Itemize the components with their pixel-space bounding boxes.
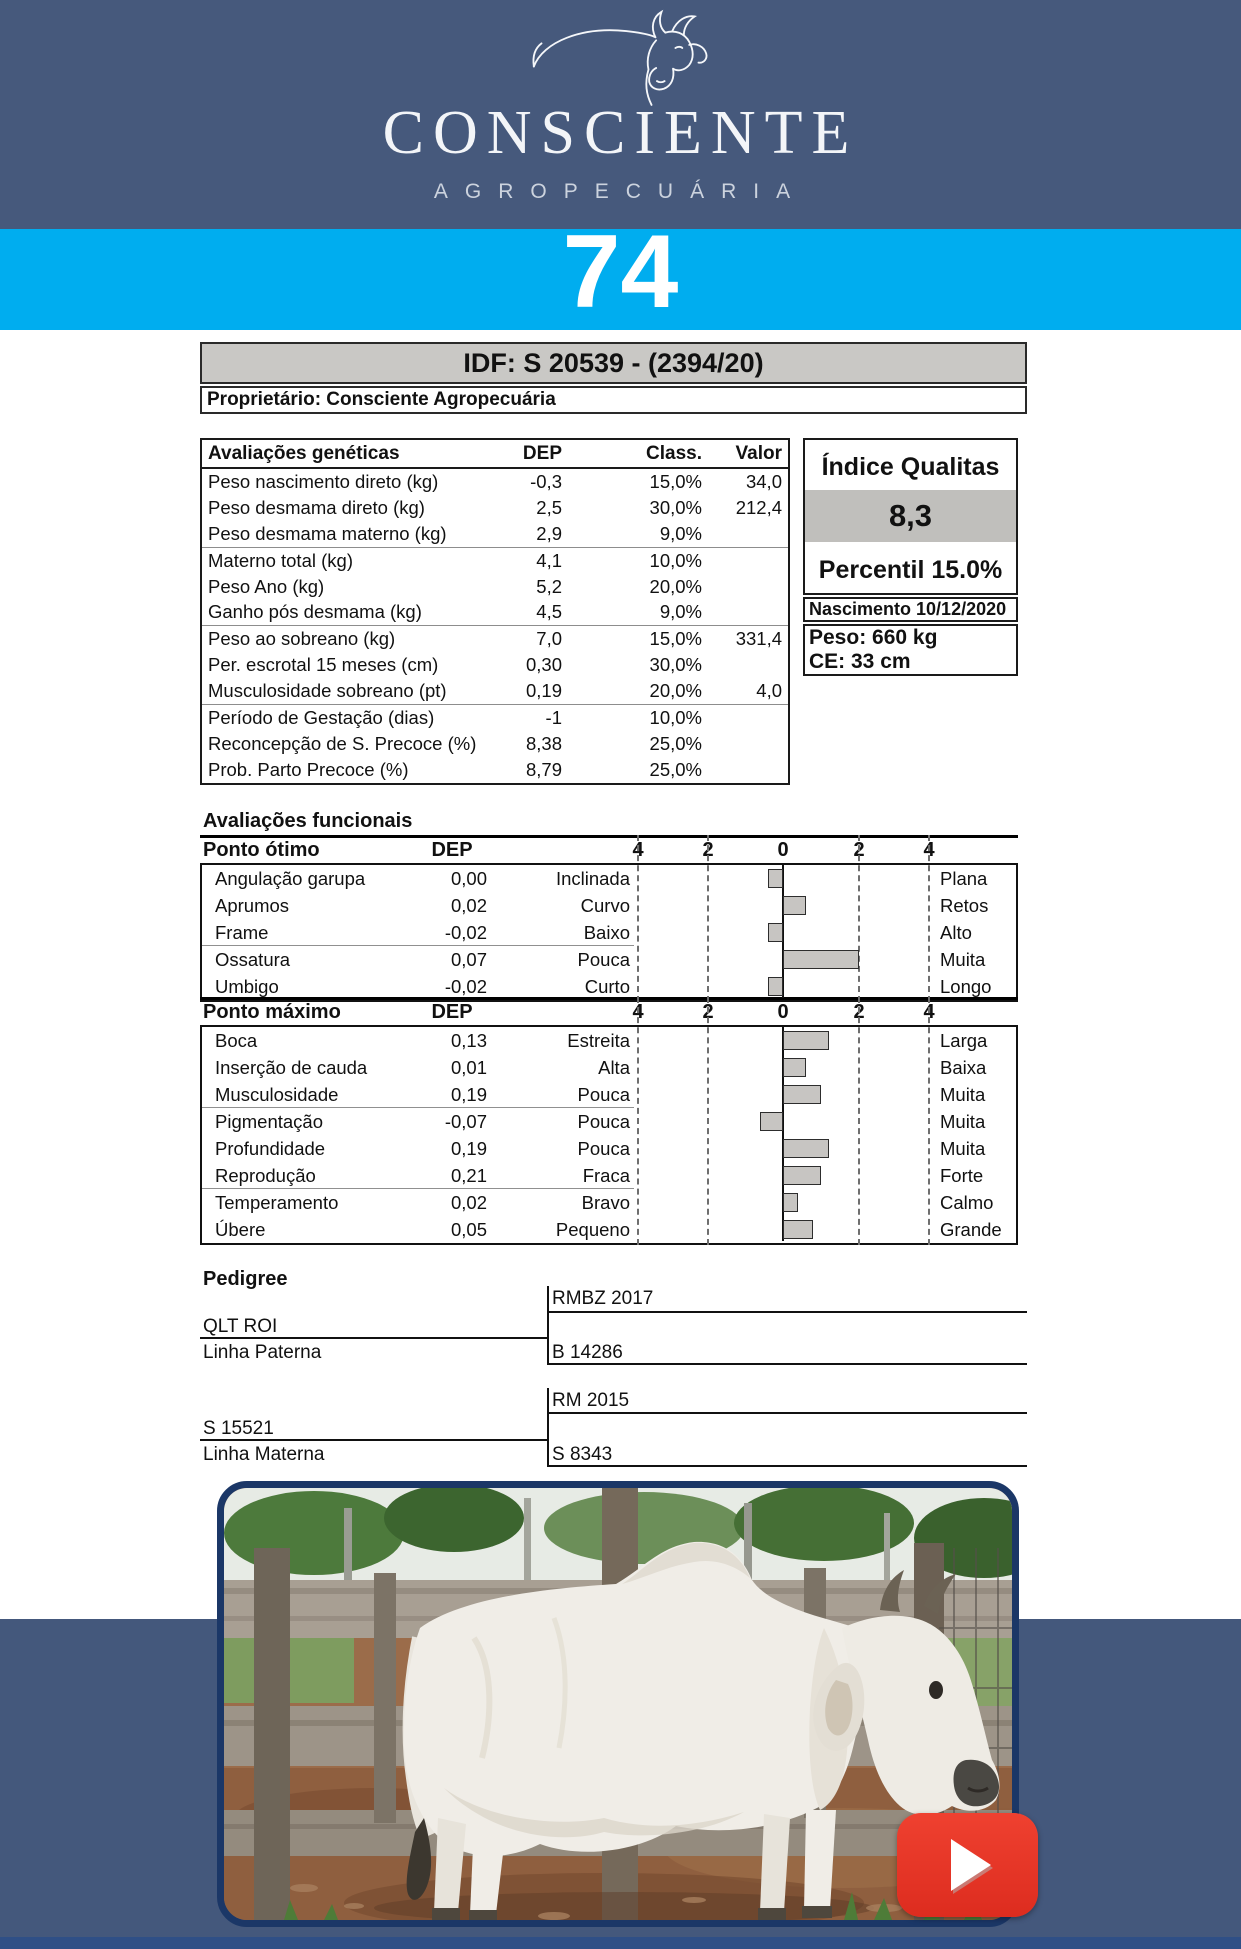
trait-low-label: Baixo: [583, 921, 630, 943]
qualitas-score: 8,3: [805, 490, 1016, 542]
genetic-dep-value: 0,19: [525, 680, 562, 702]
trait-label: Angulação garupa: [215, 867, 366, 889]
trait-low-label: Inclinada: [555, 867, 630, 889]
trait-bar: [783, 1139, 829, 1158]
col-header-valor: Valor: [735, 442, 782, 464]
trait-low-label: Pouca: [577, 1137, 630, 1159]
pedigree-line: [547, 1412, 1027, 1414]
genetic-row: [202, 757, 788, 783]
lot-number: 74: [562, 214, 679, 330]
pedigree-line: [200, 1337, 547, 1339]
trait-label: Musculosidade: [215, 1083, 339, 1105]
trait-dep-value: 0,02: [450, 894, 487, 916]
trait-row: [202, 1189, 632, 1216]
trait-low-label: Pequeno: [555, 1218, 630, 1240]
trait-low-label: Pouca: [577, 1110, 630, 1132]
chart-gridline: [858, 997, 860, 1245]
genetic-dep-value: 2,9: [536, 522, 562, 544]
owner-banner: Proprietário: Consciente Agropecuária: [200, 386, 1027, 414]
genetic-trait-label: Peso Ano (kg): [208, 575, 325, 597]
axis-tick-label: 4: [632, 1001, 644, 1023]
axis-tick-label: 0: [777, 839, 789, 861]
genetic-dep-value: -0,3: [530, 470, 562, 492]
axis-tick-label: 2: [702, 1001, 714, 1023]
trait-label: Pigmentação: [215, 1110, 323, 1132]
genetic-class-value: 25,0%: [649, 732, 702, 754]
trait-low-label: Pouca: [577, 948, 630, 970]
genetic-dep-value: 4,5: [536, 601, 562, 623]
genetic-trait-label: Reconcepção de S. Precoce (%): [208, 732, 477, 754]
genetic-table-header: [202, 440, 788, 469]
trait-dep-value: 0,19: [450, 1083, 487, 1105]
trait-high-label: Longo: [940, 976, 992, 997]
trait-low-label: Bravo: [581, 1191, 630, 1213]
genetic-class-value: 15,0%: [649, 470, 702, 492]
genetic-trait-label: Período de Gestação (dias): [208, 706, 435, 728]
trait-bar: [768, 869, 783, 888]
genetic-trait-label: Peso ao sobreano (kg): [208, 628, 396, 650]
pedigree-line: [547, 1465, 1027, 1467]
trait-bar: [768, 977, 783, 996]
trait-low-label: Curto: [584, 975, 630, 997]
birth-date-box: Nascimento 10/12/2020: [803, 597, 1018, 622]
trait-row: [202, 973, 632, 1000]
pedigree-paternal-name: QLT ROI: [203, 1316, 278, 1337]
trait-dep-value: 0,07: [450, 948, 487, 970]
qualitas-percentile: Percentil 15.0%: [818, 556, 1003, 584]
genetic-trait-label: Peso nascimento direto (kg): [208, 470, 439, 492]
chart-gridline: [707, 997, 709, 1245]
scrotal-value: CE: 33 cm: [809, 650, 911, 673]
functional-section-header: [200, 835, 1018, 863]
bull-photo-illustration: [224, 1488, 1012, 1920]
genetic-valor-value: 4,0: [756, 680, 782, 702]
functional-section: [200, 835, 1018, 999]
pedigree-title: Pedigree: [203, 1268, 288, 1290]
genetic-dep-value: 2,5: [536, 496, 562, 518]
pedigree-paternal-dam: B 14286: [552, 1342, 623, 1363]
trait-row: [202, 946, 632, 973]
trait-dep-value: -0,07: [444, 1110, 487, 1132]
functional-section-title: Ponto máximo: [203, 1001, 341, 1023]
trait-high-label: Muita: [940, 949, 986, 970]
chart-gridline: [858, 835, 860, 1002]
genetic-trait-label: Per. escrotal 15 meses (cm): [208, 654, 439, 676]
trait-label: Profundidade: [215, 1137, 326, 1159]
trait-label: Ossatura: [215, 948, 291, 970]
trait-low-label: Curvo: [580, 894, 630, 916]
functional-evaluations-title: Avaliações funcionais: [203, 810, 413, 832]
genetic-row: [202, 469, 788, 495]
brand-name: CONSCIENTE: [382, 99, 859, 167]
trait-high-label: Grande: [940, 1219, 1002, 1240]
trait-row: [202, 1135, 632, 1162]
trait-low-label: Alta: [598, 1056, 630, 1078]
genetic-trait-label: Materno total (kg): [208, 549, 353, 571]
functional-section-header: [200, 997, 1018, 1025]
trait-row: [202, 1162, 632, 1189]
qualitas-title: Índice Qualitas: [821, 453, 1000, 481]
functional-section: [200, 997, 1018, 1242]
trait-row: [202, 1054, 632, 1081]
genetic-class-value: 20,0%: [649, 680, 702, 702]
axis-tick-label: 4: [923, 839, 935, 861]
trait-dep-value: 0,01: [450, 1056, 487, 1078]
trait-label: Umbigo: [215, 975, 279, 997]
trait-label: Inserção de cauda: [215, 1056, 368, 1078]
genetic-trait-label: Ganho pós desmama (kg): [208, 601, 422, 623]
genetic-dep-value: -1: [545, 706, 562, 728]
pedigree-maternal-label: Linha Materna: [203, 1444, 325, 1465]
functional-dep-header: DEP: [431, 839, 473, 861]
axis-tick-label: 0: [777, 1001, 789, 1023]
trait-low-label: Fraca: [582, 1164, 630, 1186]
group-separator: [202, 1188, 634, 1189]
genetic-class-value: 30,0%: [649, 654, 702, 676]
trait-high-label: Alto: [940, 922, 972, 943]
genetic-row: [202, 678, 788, 704]
trait-label: Temperamento: [215, 1191, 339, 1213]
genetic-class-value: 9,0%: [659, 601, 702, 623]
chart-gridline: [637, 835, 639, 1002]
footer-strip: [0, 1937, 1241, 1949]
trait-label: Aprumos: [215, 894, 290, 916]
genetic-evaluations-table: [200, 438, 790, 785]
pedigree-maternal-sire: RM 2015: [552, 1390, 630, 1411]
genetic-trait-label: Peso desmama materno (kg): [208, 522, 447, 544]
trait-label: Boca: [215, 1029, 258, 1051]
trait-label: Úbere: [215, 1218, 266, 1240]
genetic-class-value: 10,0%: [649, 706, 702, 728]
trait-high-label: Calmo: [940, 1192, 994, 1213]
genetic-row: [202, 731, 788, 757]
trait-bar: [783, 1031, 829, 1050]
axis-tick-label: 4: [632, 839, 644, 861]
trait-dep-value: 0,21: [450, 1164, 487, 1186]
chart-gridline: [928, 835, 930, 1002]
genetic-valor-value: 331,4: [735, 628, 782, 650]
col-header-dep: DEP: [522, 442, 562, 464]
weight-ce-box: [803, 624, 1018, 676]
genetic-dep-value: 5,2: [536, 575, 562, 597]
genetic-class-value: 20,0%: [649, 575, 702, 597]
trait-dep-value: 0,19: [450, 1137, 487, 1159]
chart-gridline: [637, 997, 639, 1245]
genetic-row: [202, 705, 788, 731]
genetic-dep-value: 8,79: [525, 758, 562, 780]
genetic-trait-label: Prob. Parto Precoce (%): [208, 758, 409, 780]
chart-gridline: [707, 835, 709, 1002]
trait-dep-value: -0,02: [444, 975, 487, 997]
genetic-dep-value: 0,30: [525, 654, 562, 676]
trait-low-label: Pouca: [577, 1083, 630, 1105]
play-icon: [951, 1839, 991, 1891]
genetic-row: [202, 521, 788, 547]
trait-row: [202, 892, 632, 919]
genetic-valor-value: 212,4: [735, 496, 782, 518]
brand-subtitle: AGROPECUÁRIA: [433, 180, 808, 203]
genetic-class-value: 25,0%: [649, 758, 702, 780]
trait-dep-value: 0,02: [450, 1191, 487, 1213]
trait-row: [202, 1027, 632, 1054]
trait-low-label: Estreita: [567, 1029, 630, 1051]
group-separator: [202, 1107, 634, 1108]
group-separator: [202, 945, 634, 946]
trait-high-label: Muita: [940, 1084, 986, 1105]
trait-high-label: Plana: [940, 868, 988, 889]
trait-high-label: Muita: [940, 1138, 986, 1159]
brand-header-band: [0, 0, 1241, 229]
genetic-trait-label: Peso desmama direto (kg): [208, 496, 425, 518]
trait-high-label: Retos: [940, 895, 989, 916]
trait-bar: [760, 1112, 783, 1131]
genetic-row: [202, 626, 788, 652]
genetic-class-value: 30,0%: [649, 496, 702, 518]
pedigree-maternal-dam: S 8343: [552, 1444, 613, 1465]
genetic-row: [202, 652, 788, 678]
axis-tick-label: 2: [853, 839, 865, 861]
genetic-trait-label: Musculosidade sobreano (pt): [208, 680, 447, 702]
pedigree-line: [547, 1286, 549, 1365]
trait-row: [202, 1081, 632, 1108]
trait-bar: [783, 1058, 806, 1077]
trait-bar: [783, 1193, 798, 1212]
weight-value: Peso: 660 kg: [809, 626, 938, 649]
trait-dep-value: 0,13: [450, 1029, 487, 1051]
genetic-table-title: Avaliações genéticas: [208, 442, 400, 464]
genetic-row: [202, 495, 788, 521]
trait-bar: [783, 1166, 821, 1185]
trait-bar: [768, 923, 783, 942]
idf-banner: IDF: S 20539 - (2394/20): [200, 342, 1027, 384]
chart-gridline: [928, 997, 930, 1245]
axis-tick-label: 2: [702, 839, 714, 861]
trait-high-label: Baixa: [940, 1057, 987, 1078]
genetic-valor-value: 34,0: [745, 470, 782, 492]
trait-high-label: Forte: [940, 1165, 984, 1186]
trait-bar: [783, 896, 806, 915]
genetic-dep-value: 7,0: [536, 628, 562, 650]
lot-number-band: [0, 214, 1241, 330]
pedigree-maternal-name: S 15521: [203, 1418, 274, 1439]
trait-label: Frame: [215, 921, 269, 943]
trait-dep-value: 0,00: [450, 867, 487, 889]
col-header-class: Class.: [646, 442, 702, 464]
genetic-class-value: 15,0%: [649, 628, 702, 650]
youtube-play-button[interactable]: [897, 1813, 1038, 1917]
pedigree-line: [547, 1388, 549, 1467]
genetic-class-value: 9,0%: [659, 522, 702, 544]
trait-row: [202, 865, 632, 892]
genetic-row: [202, 599, 788, 625]
genetic-dep-value: 8,38: [525, 732, 562, 754]
qualitas-panel: [803, 438, 1018, 595]
pedigree-paternal-label: Linha Paterna: [203, 1342, 322, 1363]
trait-high-label: Muita: [940, 1111, 986, 1132]
axis-tick-label: 4: [923, 1001, 935, 1023]
axis-tick-label: 2: [853, 1001, 865, 1023]
genetic-dep-value: 4,1: [536, 549, 562, 571]
trait-bar: [783, 1220, 813, 1239]
genetic-class-value: 10,0%: [649, 549, 702, 571]
trait-row: [202, 919, 632, 946]
functional-section-title: Ponto ótimo: [203, 839, 320, 861]
pedigree-line: [547, 1363, 1027, 1365]
trait-row: [202, 1108, 632, 1135]
trait-dep-value: 0,05: [450, 1218, 487, 1240]
trait-bar: [783, 950, 859, 969]
trait-high-label: Larga: [940, 1030, 988, 1051]
trait-label: Reprodução: [215, 1164, 316, 1186]
pedigree-line: [547, 1311, 1027, 1313]
trait-bar: [783, 1085, 821, 1104]
bull-outline-icon: [500, 8, 740, 108]
pedigree-paternal-sire: RMBZ 2017: [552, 1288, 654, 1309]
trait-row: [202, 1216, 632, 1243]
trait-dep-value: -0,02: [444, 921, 487, 943]
pedigree-line: [200, 1439, 547, 1441]
genetic-row: [202, 548, 788, 574]
genetic-row: [202, 574, 788, 600]
functional-dep-header: DEP: [431, 1001, 473, 1023]
